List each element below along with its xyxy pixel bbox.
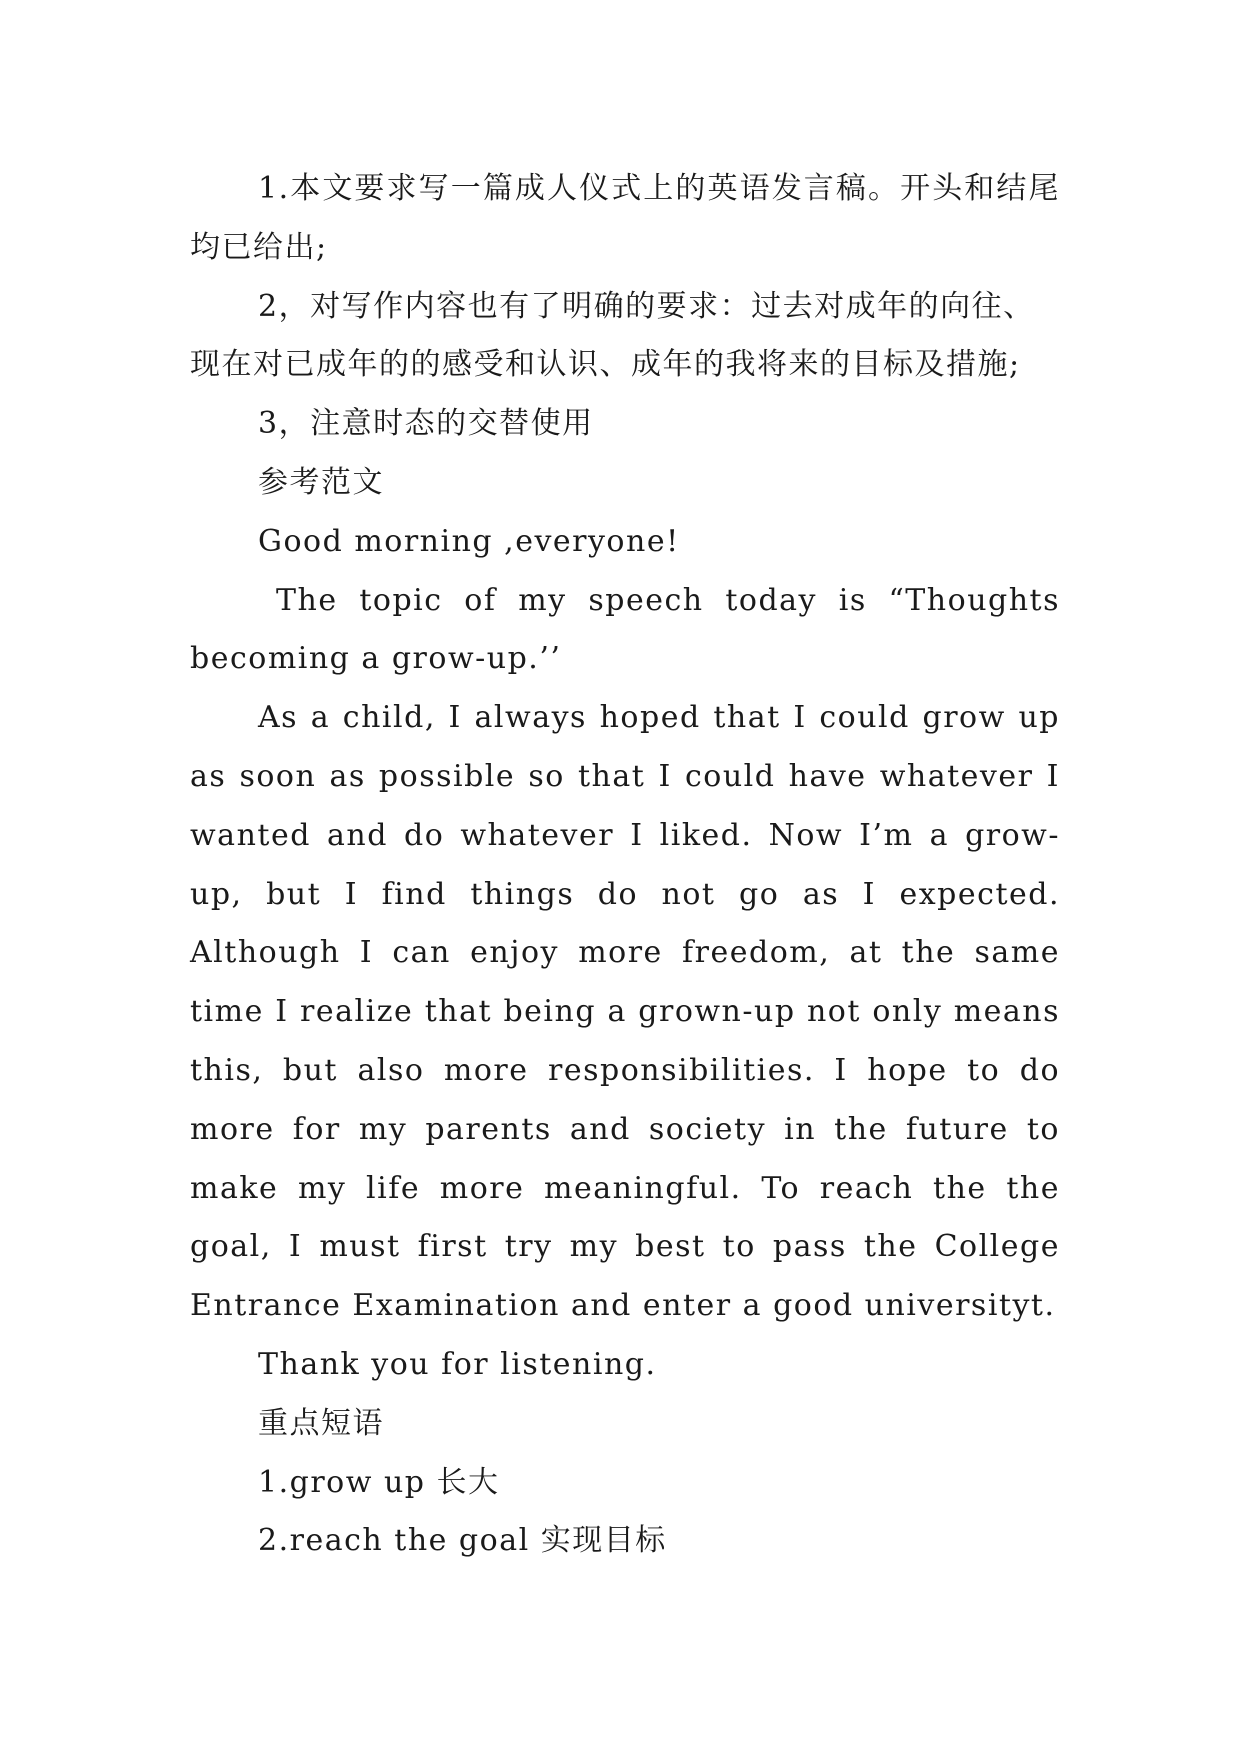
key-phrases-heading: 重点短语: [258, 1405, 384, 1441]
essay-greeting: Good morning ,everyone!: [258, 523, 680, 559]
essay-body: As a child, I always hoped that I could grow up as soon as possible so that I could have whatever I wanted and do whatever I liked. Now I’m a grow-up, but I find things do not go as I expected. Although I can enjoy more freedom, at the same time I realize that being a grown-up not only means this, but also more responsibilities. I hope to do more for my parents and society in the future to make my life more meaningful. To reach the the goal, I must first try my best to pass the College Entrance Examination and enter a good universityt.: [190, 700, 1060, 1324]
essay-topic: The topic of my speech today is “Thoughts becoming a grow-up.’’: [190, 582, 1060, 677]
essay-closing: Thank you for listening.: [258, 1346, 657, 1382]
instruction-3: 3，注意时态的交替使用: [258, 406, 594, 442]
document-body: [190, 160, 1060, 1571]
sample-essay-heading: 参考范文: [258, 464, 384, 500]
instruction-1: 1.本文要求写一篇成人仪式上的英语发言稿。开头和结尾均已给出;: [190, 171, 1060, 265]
key-phrase-1: 1.grow up 长大: [258, 1464, 500, 1500]
instruction-2: 2，对写作内容也有了明确的要求：过去对成年的向往、现在对已成年的的感受和认识、成年的我将来的目标及措施;: [190, 288, 1035, 383]
key-phrase-2: 2.reach the goal 实现目标: [258, 1523, 667, 1559]
